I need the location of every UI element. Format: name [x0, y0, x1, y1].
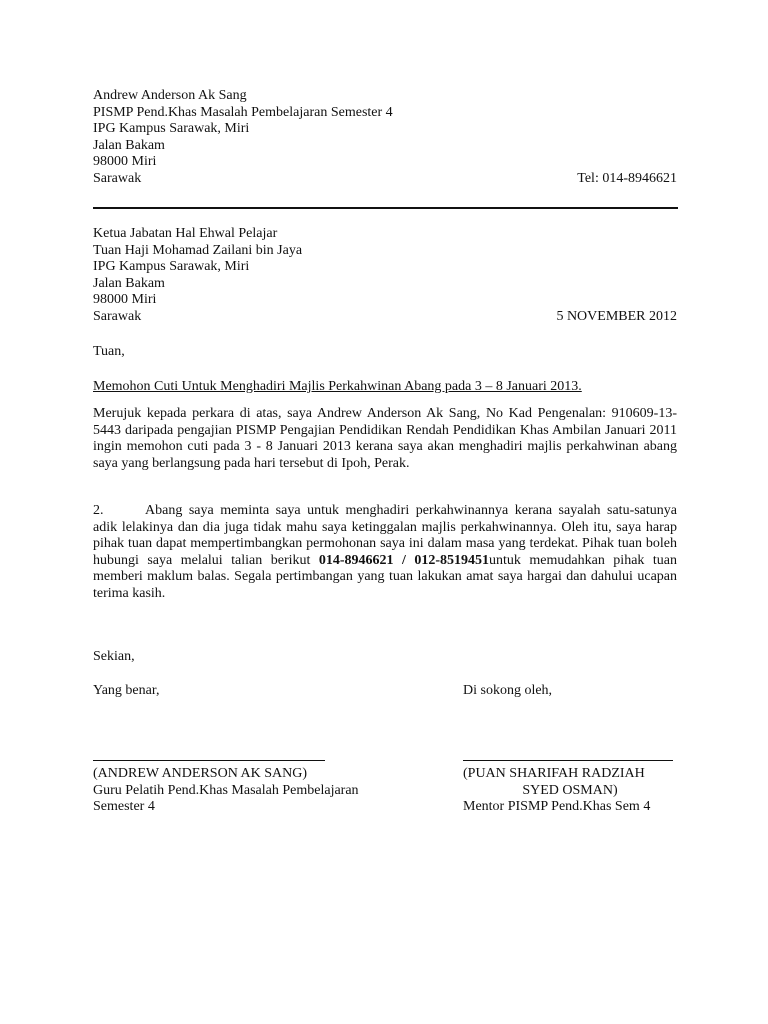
sender-program: PISMP Pend.Khas Masalah Pembelajaran Semester 4	[93, 104, 393, 120]
signature-right-title: Mentor PISMP Pend.Khas Sem 4	[463, 799, 651, 814]
sender-state: Sarawak	[93, 170, 142, 186]
recipient-campus: IPG Kampus Sarawak, Miri	[93, 259, 250, 274]
header-divider	[93, 207, 678, 209]
paragraph-2	[93, 503, 677, 602]
recipient-state: Sarawak	[93, 308, 142, 324]
sender-state-row	[93, 171, 677, 188]
signature-right-heading: Di sokong oleh,	[463, 683, 553, 698]
recipient-street: Jalan Bakam	[93, 275, 165, 291]
sender-name: Andrew Anderson Ak Sang	[93, 88, 247, 103]
paragraph-2-text-before: Abang saya meminta saya untuk menghadiri perkahwinannya kerana sayalah satu-satunya adik lelakinya dan dia juga tidak mahu saya ketinggalan majlis perkahwinannya. Oleh itu, saya harap pihak tuan dapat mempertimbangkan permohonan saya ini dalam masa yang terdekat. Pihak tuan boleh hubungi saya melalui talian berikut	[93, 503, 677, 568]
sender-campus: IPG Kampus Sarawak, Miri	[93, 121, 250, 136]
paragraph-2-text-after: untuk memudahkan pihak tuan memberi maklum balas. Segala pertimbangan yang tuan lakukan amat saya hargai dan dahului ucapan terima kasih.	[93, 552, 677, 601]
recipient-state-row	[93, 309, 677, 326]
subject-line: Memohon Cuti Untuk Menghadiri Majlis Perkahwinan Abang pada 3 – 8 Januari 2013.	[93, 379, 582, 394]
signature-right-line	[463, 760, 673, 761]
sender-postcode: 98000 Miri	[93, 154, 157, 169]
closing: Sekian,	[93, 649, 135, 664]
sender-tel: Tel: 014-8946621	[577, 170, 677, 186]
salutation: Tuan,	[93, 344, 125, 359]
signature-left-line	[93, 760, 325, 761]
sender-street: Jalan Bakam	[93, 137, 165, 153]
signature-left-block	[93, 760, 359, 816]
sender-address	[93, 88, 677, 187]
signature-right-name-2: SYED OSMAN)	[522, 782, 618, 798]
signature-right-block	[463, 760, 677, 816]
signature-left-title-1: Guru Pelatih Pend.Khas Masalah Pembelajaran	[93, 782, 359, 798]
signature-left-heading: Yang benar,	[93, 683, 160, 698]
recipient-address	[93, 226, 677, 325]
signature-left-name: (ANDREW ANDERSON AK SANG)	[93, 766, 308, 781]
letter-date: 5 NOVEMBER 2012	[556, 308, 677, 324]
recipient-name: Tuan Haji Mohamad Zailani bin Jaya	[93, 242, 303, 258]
paragraph-2-number: 2.	[93, 503, 104, 518]
signature-left-title-2: Semester 4	[93, 799, 155, 814]
contact-phone-numbers: 014-8946621 / 012-8519451	[318, 552, 490, 568]
recipient-title: Ketua Jabatan Hal Ehwal Pelajar	[93, 226, 278, 241]
signature-right-name-1: (PUAN SHARIFAH RADZIAH	[463, 766, 645, 781]
recipient-postcode: 98000 Miri	[93, 292, 157, 307]
paragraph-1: Merujuk kepada perkara di atas, saya Andrew Anderson Ak Sang, No Kad Pengenalan: 910609-13-5443 daripada pengajian PISMP Pengajian Pendidikan Rendah Pendidikan Khas Ambilan Januari 2011 ingin memohon cuti pada 3 - 8 Januari 2013 kerana saya akan menghadiri majlis perkahwinan abang saya yang berlangsung pada hari tersebut di Ipoh, Perak.	[93, 406, 677, 471]
